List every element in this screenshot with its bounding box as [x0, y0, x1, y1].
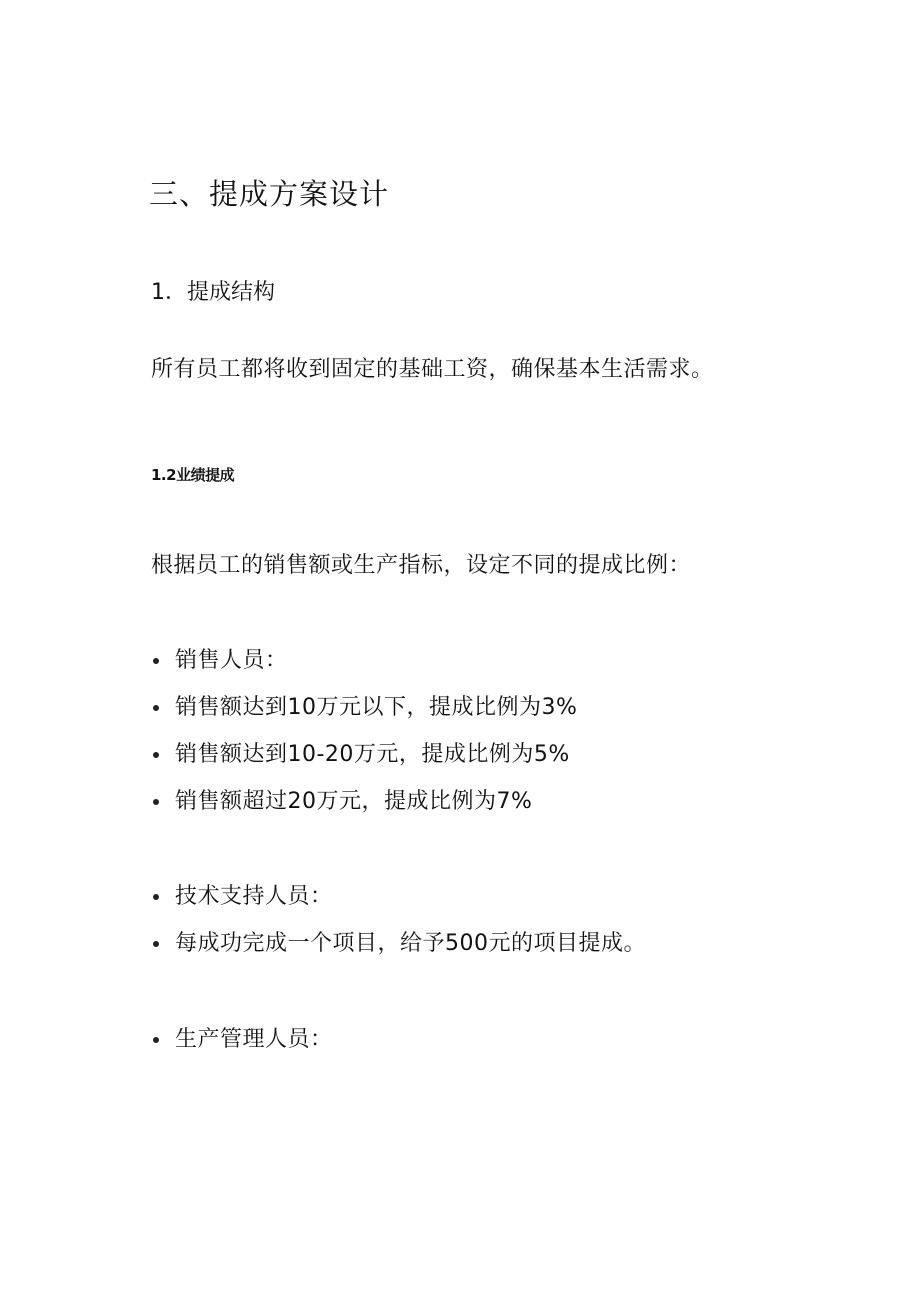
list-item-tech-title	[151, 881, 333, 913]
list-item-production-title	[151, 1024, 333, 1056]
performance-commission-heading: 1.2业绩提成	[151, 466, 235, 484]
list-item-text: 技术支持人员：	[175, 884, 333, 909]
list-item-tech-project	[151, 928, 646, 960]
base-salary-paragraph: 所有员工都将收到固定的基础工资，确保基本生活需求。	[151, 357, 714, 382]
performance-intro-paragraph: 根据员工的销售额或生产指标，设定不同的提成比例：	[151, 553, 692, 578]
section-title: 三、提成方案设计	[149, 177, 390, 211]
list-item-text: 每成功完成一个项目，给予500元的项目提成。	[175, 931, 646, 956]
bullet-icon	[153, 941, 159, 947]
list-item-text: 生产管理人员：	[175, 1027, 333, 1052]
bullet-icon	[153, 1037, 159, 1043]
list-item-text: 销售额达到10-20万元，提成比例为5%	[175, 742, 570, 767]
list-item-sales-tier-3	[151, 786, 532, 818]
list-item-text: 销售额超过20万元，提成比例为7%	[175, 789, 533, 814]
bullet-icon	[153, 705, 159, 711]
bullet-icon	[153, 894, 159, 900]
list-item-sales-tier-1	[151, 692, 577, 724]
list-item-text: 销售额达到10万元以下，提成比例为3%	[175, 695, 578, 720]
sub-heading-commission-structure: 1．提成结构	[151, 280, 275, 305]
list-item-sales-tier-2	[151, 739, 570, 771]
bullet-icon	[153, 658, 159, 664]
bullet-icon	[153, 752, 159, 758]
bullet-icon	[153, 799, 159, 805]
list-item-sales-title	[151, 645, 288, 677]
list-item-text: 销售人员：	[175, 648, 288, 673]
